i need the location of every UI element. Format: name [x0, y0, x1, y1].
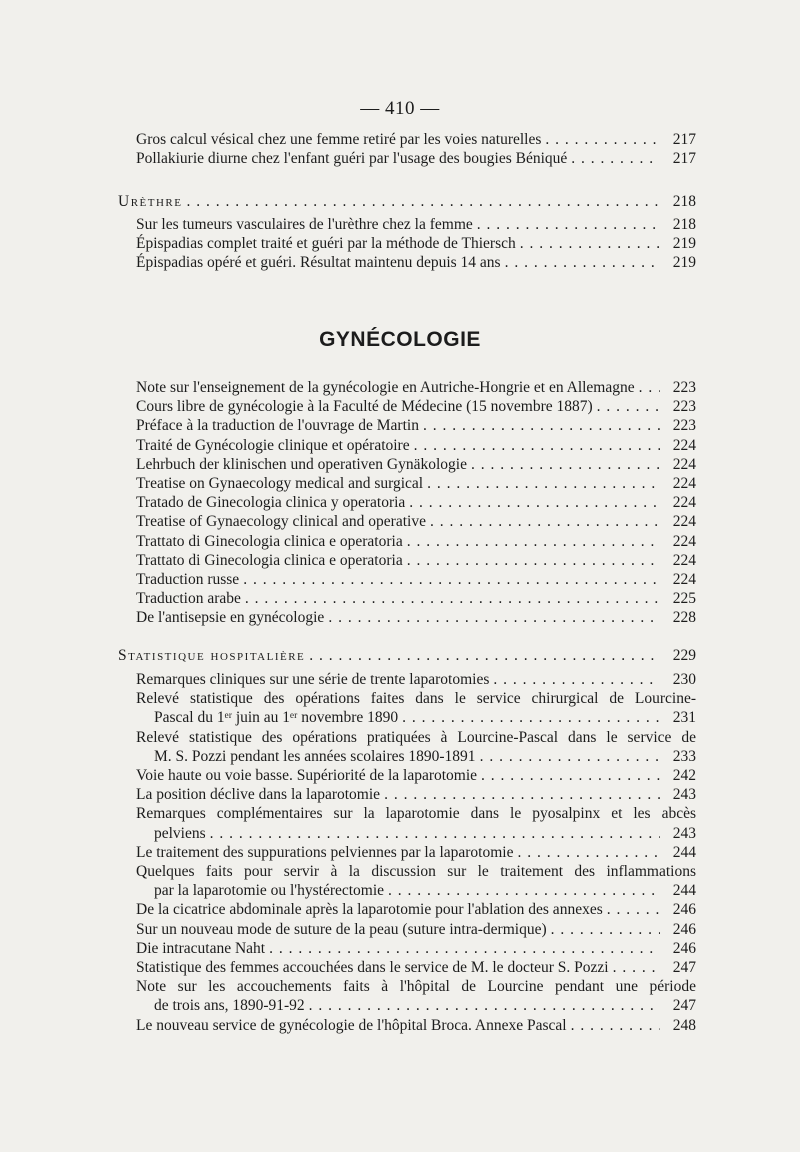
- entry-label: Sur les tumeurs vasculaires de l'urèthre chez la femme: [136, 216, 473, 233]
- toc-entry: [118, 1016, 696, 1035]
- entry-page: 242: [672, 767, 696, 785]
- toc-entry: [118, 253, 696, 272]
- section-heading: [118, 192, 696, 211]
- leader-dots: [384, 785, 660, 804]
- leader-dots: [517, 843, 660, 862]
- toc-entry-multiline: [118, 977, 696, 1015]
- leader-dots: [545, 130, 660, 149]
- leader-dots: [597, 397, 660, 416]
- entry-label: Le nouveau service de gynécologie de l'hôpital Broca. Annexe Pascal: [136, 1016, 567, 1034]
- entry-label: Gros calcul vésical chez une femme retiré par les voies naturelles: [136, 131, 542, 148]
- section-label: Urèthre: [118, 193, 183, 210]
- entry-page: 231: [672, 709, 696, 727]
- toc-entry: [118, 397, 696, 416]
- entry-continuation: [136, 824, 696, 843]
- entry-page: 218: [672, 216, 696, 233]
- toc-entry: [118, 939, 696, 958]
- toc-entry: [118, 378, 696, 397]
- entry-page: 244: [672, 882, 696, 900]
- leader-dots: [243, 570, 660, 589]
- entry-page: 223: [672, 417, 696, 435]
- entry-label-line2: Pascal du 1ᵉʳ juin au 1ᵉʳ novembre 1890: [154, 709, 399, 727]
- entry-label: Statistique des femmes accouchées dans le service de M. le docteur S. Pozzi: [136, 959, 609, 977]
- entry-page: 224: [672, 513, 696, 531]
- entry-page: 246: [672, 939, 696, 957]
- toc-entry: [118, 532, 696, 551]
- entry-page: 246: [672, 901, 696, 919]
- entry-label: Sur un nouveau mode de suture de la peau (suture intra-dermique): [136, 920, 547, 938]
- leader-dots: [210, 824, 660, 843]
- entry-page: 219: [672, 254, 696, 272]
- toc-entry: [118, 920, 696, 939]
- toc-entry: [118, 512, 696, 531]
- entry-label: Traité de Gynécologie clinique et opératoire: [136, 436, 410, 454]
- toc-entry: [118, 149, 696, 168]
- entry-continuation: [136, 996, 696, 1015]
- entry-label-line2: M. S. Pozzi pendant les années scolaires 1890-1891: [154, 747, 476, 765]
- leader-dots: [186, 192, 660, 211]
- section-title-gynecologie: GYNÉCOLOGIE: [319, 328, 481, 351]
- toc-entry: [118, 608, 696, 627]
- entry-label: Die intracutane Naht: [136, 939, 266, 957]
- leader-dots: [477, 215, 660, 234]
- entry-page: 224: [672, 475, 696, 493]
- leader-dots: [607, 900, 660, 919]
- entry-label: Épispadias complet traité et guéri par la méthode de Thiersch: [136, 235, 516, 253]
- entry-page: 243: [672, 786, 696, 804]
- leader-dots: [480, 747, 660, 766]
- entry-label: Remarques cliniques sur une série de trente laparotomies: [136, 671, 490, 688]
- section-page: 218: [672, 193, 696, 210]
- entry-page: 224: [672, 455, 696, 473]
- leader-dots: [423, 416, 660, 435]
- toc-block-1: [118, 130, 696, 168]
- leader-dots: [471, 455, 660, 474]
- leader-dots: [481, 766, 660, 785]
- entry-label: Treatise on Gynaecology medical and surgical: [136, 475, 424, 493]
- entry-label-line1: Quelques faits pour servir à la discussion sur le traitement des inflammations: [136, 863, 696, 881]
- entry-page: 243: [672, 824, 696, 842]
- entry-label: Traduction arabe: [136, 590, 241, 608]
- toc-section-statistique: [118, 646, 696, 665]
- toc-entry: [118, 958, 696, 977]
- entry-page: 223: [672, 379, 696, 396]
- leader-dots: [505, 253, 660, 272]
- section-heading: [118, 646, 696, 665]
- leader-dots: [430, 512, 660, 531]
- entry-label: Note sur l'enseignement de la gynécologie en Autriche-Hongrie et en Allemagne: [136, 379, 635, 396]
- leader-dots: [571, 1016, 660, 1035]
- toc-entry: [118, 130, 696, 149]
- toc-entry-multiline: [118, 689, 696, 727]
- leader-dots: [309, 646, 660, 665]
- entry-label: Tratado de Ginecologia clinica y operatoria: [136, 494, 406, 512]
- entry-page: 246: [672, 920, 696, 938]
- entry-label: Le traitement des suppurations pelviennes par la laparotomie: [136, 843, 514, 861]
- entry-label-line2: de trois ans, 1890-91-92: [154, 997, 305, 1015]
- toc-entry: [118, 215, 696, 234]
- entry-page: 217: [672, 150, 696, 168]
- toc-entry: [118, 416, 696, 435]
- toc-entry: [118, 436, 696, 455]
- leader-dots: [407, 551, 660, 570]
- toc-entry: [118, 900, 696, 919]
- entry-page: 228: [672, 609, 696, 627]
- entry-page: 224: [672, 532, 696, 550]
- entry-label-line2: pelviens: [154, 824, 206, 842]
- entry-page: 219: [672, 235, 696, 253]
- leader-dots: [571, 149, 660, 168]
- toc-entry-multiline: [118, 804, 696, 842]
- entry-page: 230: [672, 671, 696, 688]
- leader-dots: [309, 996, 660, 1015]
- entry-label-line1: Relevé statistique des opérations pratiquées à Lourcine-Pascal dans le service de: [136, 728, 696, 746]
- toc-entry: [118, 551, 696, 570]
- leader-dots: [520, 234, 660, 253]
- entry-label: De la cicatrice abdominale après la laparotomie pour l'ablation des annexes: [136, 901, 603, 919]
- entry-label: Treatise of Gynaecology clinical and operative: [136, 513, 426, 531]
- entry-label: Traduction russe: [136, 571, 240, 589]
- entry-continuation: [136, 881, 696, 900]
- entry-page: 224: [672, 571, 696, 589]
- toc-entry: [118, 474, 696, 493]
- leader-dots: [328, 608, 660, 627]
- toc-entry-multiline: [118, 728, 696, 766]
- entry-label: Lehrbuch der klinischen und operativen Gynäkologie: [136, 455, 467, 473]
- toc-entry: [118, 234, 696, 253]
- toc-entry: [118, 493, 696, 512]
- leader-dots: [427, 474, 660, 493]
- entry-label: De l'antisepsie en gynécologie: [136, 609, 325, 627]
- toc-entry-multiline: [118, 862, 696, 900]
- leader-dots: [493, 670, 660, 689]
- leader-dots: [613, 958, 660, 977]
- entry-page: 248: [672, 1016, 696, 1034]
- section-label: Statistique hospitalière: [118, 647, 306, 664]
- toc-entry: [118, 843, 696, 862]
- toc-entry: [118, 589, 696, 608]
- entry-label: Trattato di Ginecologia clinica e operatoria: [136, 532, 403, 550]
- entry-label: Voie haute ou voie basse. Supériorité de la laparotomie: [136, 767, 478, 785]
- leader-dots: [551, 920, 660, 939]
- entry-label: Épispadias opéré et guéri. Résultat maintenu depuis 14 ans: [136, 254, 501, 272]
- leader-dots: [409, 493, 660, 512]
- toc-entry: [118, 670, 696, 689]
- leader-dots: [407, 532, 660, 551]
- entry-label-line1: Remarques complémentaires sur la laparotomie dans le pyosalpinx et les abcès: [136, 805, 696, 823]
- entry-page: 244: [672, 843, 696, 861]
- entry-label-line1: Relevé statistique des opérations faites dans le service chirurgical de Lourcine-: [136, 690, 696, 708]
- entry-label-line1: Note sur les accouchements faits à l'hôpital de Lourcine pendant une période: [136, 978, 696, 996]
- entry-label: Pollakiurie diurne chez l'enfant guéri par l'usage des bougies Béniqué: [136, 150, 568, 168]
- toc-block-4: [118, 670, 696, 1035]
- entry-page: 224: [672, 551, 696, 569]
- entry-page: 217: [672, 131, 696, 148]
- toc-entry: [118, 766, 696, 785]
- leader-dots: [245, 589, 660, 608]
- leader-dots: [269, 939, 660, 958]
- entry-label: Préface à la traduction de l'ouvrage de Martin: [136, 417, 419, 435]
- toc-block-3: [118, 378, 696, 628]
- entry-page: 225: [672, 590, 696, 608]
- toc-section-urethre: [118, 192, 696, 211]
- entry-page: 247: [672, 959, 696, 977]
- section-page: 229: [672, 647, 696, 664]
- entry-page: 247: [672, 997, 696, 1015]
- entry-label: Trattato di Ginecologia clinica e operatoria: [136, 551, 403, 569]
- entry-label-line2: par la laparotomie ou l'hystérectomie: [154, 882, 385, 900]
- toc-entry: [118, 570, 696, 589]
- toc-block-2: [118, 215, 696, 273]
- page-number: — 410 —: [360, 98, 440, 119]
- entry-label: La position déclive dans la laparotomie: [136, 786, 381, 804]
- leader-dots: [402, 708, 660, 727]
- toc-entry: [118, 455, 696, 474]
- entry-continuation: [136, 708, 696, 727]
- entry-page: 224: [672, 494, 696, 512]
- entry-page: 223: [672, 398, 696, 416]
- leader-dots: [414, 436, 660, 455]
- leader-dots: [388, 881, 660, 900]
- entry-label: Cours libre de gynécologie à la Faculté de Médecine (15 novembre 1887): [136, 398, 593, 416]
- entry-page: 224: [672, 436, 696, 454]
- entry-page: 233: [672, 747, 696, 765]
- entry-continuation: [136, 747, 696, 766]
- toc-entry: [118, 785, 696, 804]
- leader-dots: [639, 378, 660, 397]
